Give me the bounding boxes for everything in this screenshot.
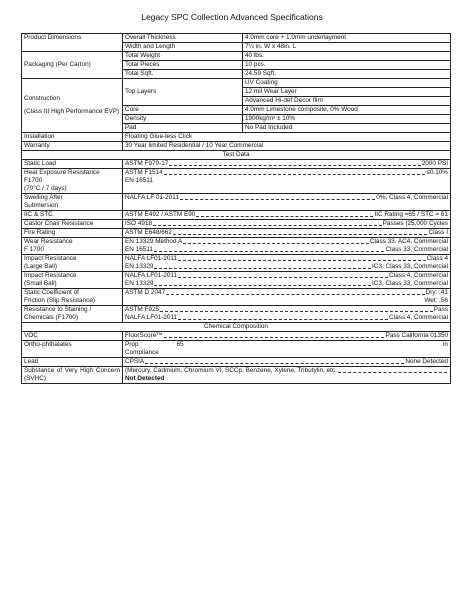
label-line: Impact Resistance <box>24 255 77 262</box>
chem-value-svhc <box>123 367 451 384</box>
chem-label-svhc: Substance of Very High Concern (SVHC) <box>22 367 123 384</box>
test-value-static-load <box>123 160 451 169</box>
test-value-iic <box>123 211 451 220</box>
test-label-iic: IIC & STC <box>22 211 123 220</box>
attr-total-pieces: Total Pieces <box>123 61 243 70</box>
test-result-secondary: Wet: .56 <box>424 297 448 304</box>
value-width-length: 7¼ in. W x 48in. L <box>243 43 451 52</box>
attr-core: Core <box>123 106 243 115</box>
table-row <box>22 332 451 341</box>
table-row <box>22 306 451 323</box>
test-result: ≤0.10% <box>426 169 448 176</box>
chem-value-lead <box>123 358 451 367</box>
table-row <box>22 160 451 169</box>
spec-table <box>21 33 451 384</box>
value-total-pieces: 10 pcs. <box>243 61 451 70</box>
table-row <box>22 194 451 211</box>
test-value-impact-small <box>123 272 451 289</box>
test-result: Dry: .41 <box>425 289 448 296</box>
table-row <box>22 229 451 238</box>
test-value-wear <box>123 238 451 255</box>
construction-label: Construction <box>24 95 60 102</box>
attr-total-sqft: Total Sqft. <box>123 70 243 79</box>
test-method: CPSIA <box>125 358 145 365</box>
test-result-secondary: Class 33, Commercial <box>385 246 448 253</box>
value-wear-layer: 12 mil Wear Layer <box>243 88 451 97</box>
test-value-castor <box>123 220 451 229</box>
test-result: Passes (25,000 Cycles <box>382 220 448 227</box>
label-line: Friction (Slip Resistance) <box>24 297 96 304</box>
table-row <box>22 220 451 229</box>
value-uv-coating: UV Coating <box>243 79 451 88</box>
label-line: (Large Ball) <box>24 263 58 270</box>
test-result-secondary: Class 4, Commercial <box>389 314 448 321</box>
test-value-swelling <box>123 194 451 211</box>
test-method: ASTM F925 <box>125 306 160 313</box>
test-value-impact-large <box>123 255 451 272</box>
test-value-heat <box>123 169 451 194</box>
label-line: Heat Exposure Resistance <box>24 169 100 176</box>
svhc-result: Not Detected <box>125 375 165 382</box>
value-overall-thickness: 4.0mm core + 1.0mm underlayment <box>243 34 451 43</box>
value-core: 4.0mm Limestone composite, 0% Wood <box>243 106 451 115</box>
row-label-warranty: Warranty <box>22 142 123 151</box>
chem-value-voc <box>123 332 451 341</box>
table-row <box>22 169 451 194</box>
test-result: Class I <box>428 229 448 236</box>
test-method: ASTM E492 / ASTM E90 <box>125 211 196 218</box>
test-result: 2000 PSI <box>421 160 448 167</box>
test-label-static-load: Static Load <box>22 160 123 169</box>
value-warranty: 30 Year limited Residential / 10 Year Commercial <box>123 142 451 151</box>
test-label-wear <box>22 238 123 255</box>
test-method: ASTM F1514 <box>125 169 163 176</box>
test-method: ASTM D 2047 <box>125 289 166 296</box>
test-value-friction <box>123 289 451 306</box>
test-result: Class 4, Commercial <box>389 272 448 279</box>
test-method-secondary: EN 16511 <box>125 246 153 253</box>
chem-label-lead: Lead <box>22 358 123 367</box>
section-header-row <box>22 151 451 160</box>
value-decor-film: Advanced Hi-def Decor film <box>243 97 451 106</box>
test-method-secondary: NALFA LF01-2011 <box>125 314 178 321</box>
attr-pad: Pad <box>123 124 243 133</box>
table-row <box>22 272 451 289</box>
section-header-chemical-composition: Chemical Composition <box>22 323 451 332</box>
test-method: FloorScore™ <box>125 332 163 339</box>
test-value-fire <box>123 229 451 238</box>
test-method-secondary: EN 13329 <box>125 263 154 270</box>
label-line: F1700 <box>24 177 43 184</box>
ortho-text-65: 65 <box>176 341 184 348</box>
table-row <box>22 211 451 220</box>
test-result: Class 4 <box>426 255 448 262</box>
test-label-heat <box>22 169 123 194</box>
row-label-construction <box>22 79 123 133</box>
label-line: Impact Resistance <box>24 272 77 279</box>
label-line: Resistance to Staining / <box>24 306 92 313</box>
table-row <box>22 255 451 272</box>
attr-width-length: Width and Length <box>123 43 243 52</box>
value-density: 1900kg/m³ ± 10% <box>243 115 451 124</box>
test-result: None Detected <box>405 358 448 365</box>
test-label-staining <box>22 306 123 323</box>
document-title: Legacy SPC Collection Advanced Specifications <box>141 12 323 22</box>
test-label-swelling <box>22 194 123 211</box>
label-line: Submersion <box>24 202 59 209</box>
ortho-text-in: In <box>442 341 448 348</box>
table-row <box>22 289 451 306</box>
value-installation: Floating Glue-less Click <box>123 133 451 142</box>
label-line: Chemicals (F1700) <box>24 314 78 321</box>
table-row <box>22 358 451 367</box>
test-method: NALFA LF01-2011 <box>125 272 178 279</box>
table-row <box>22 341 451 358</box>
value-total-weight: 40 lbs. <box>243 52 451 61</box>
table-row <box>22 238 451 255</box>
table-row <box>22 133 451 142</box>
test-method: ISO 4918 <box>125 220 153 227</box>
test-label-friction <box>22 289 123 306</box>
test-method: ASTM F970-17 <box>125 160 169 167</box>
section-header-test-data: Test Data <box>22 151 451 160</box>
table-row <box>22 367 451 384</box>
test-result-secondary: IC3, Class 33, Commercial <box>372 280 448 287</box>
chem-value-ortho <box>123 341 451 358</box>
svhc-substances: (Mercury, Cadmium, Chromium VI, SCCp, Benzene, Xylene, Tributylin, etc. <box>125 367 337 374</box>
test-result: Pass <box>433 306 448 313</box>
test-method-secondary: EN 16511 <box>125 177 153 184</box>
value-total-sqft: 24.59 Sqft. <box>243 70 451 79</box>
test-label-impact-large <box>22 255 123 272</box>
attr-overall-thickness: Overall Thickness <box>123 34 243 43</box>
row-label-product-dimensions: Product Dimensions <box>22 34 123 52</box>
section-header-row <box>22 323 451 332</box>
test-result: Pass California 01350 <box>385 332 448 339</box>
test-label-fire: Fire Rating <box>22 229 123 238</box>
test-method: NALFA LF01-2011 <box>125 255 178 262</box>
label-line: (Small Ball) <box>24 280 57 287</box>
chem-label-voc: VOC <box>22 332 123 341</box>
test-result-secondary: IC3, Class 33, Commercial <box>372 263 448 270</box>
test-label-impact-small <box>22 272 123 289</box>
attr-top-layers: Top Layers <box>123 79 243 106</box>
table-row <box>22 142 451 151</box>
row-label-installation: Installation <box>22 133 123 142</box>
test-result: IIC Rating =65 / STC = 61 <box>374 211 448 218</box>
test-result: Class 33, AC4, Commercial <box>369 238 448 245</box>
attr-total-weight: Total Weight <box>123 52 243 61</box>
ortho-text-prop: Prop <box>125 341 139 348</box>
test-result: 0%, Class 4, Commercial <box>376 194 448 201</box>
label-line: Wear Resistance <box>24 238 73 245</box>
row-label-packaging: Packaging (Per Carton) <box>22 52 123 79</box>
ortho-text-compliance: Compliance <box>125 349 159 356</box>
test-method: NALFA LF 01-2011 <box>125 194 179 201</box>
test-method: ASTM E648/662 <box>125 229 172 236</box>
test-label-castor: Castor Chair Resistance <box>22 220 123 229</box>
label-line: Static Coefficient of <box>24 289 79 296</box>
value-pad: No Pad Included <box>243 124 451 133</box>
table-row <box>22 79 451 88</box>
label-line: (70°C / 7 days) <box>24 185 67 192</box>
test-method-secondary: EN 13329 <box>125 280 154 287</box>
table-row <box>22 34 451 43</box>
construction-class: (Class III High Performance EVP) <box>24 108 120 115</box>
table-row <box>22 52 451 61</box>
test-value-staining <box>123 306 451 323</box>
label-line: F 1700 <box>24 246 44 253</box>
attr-density: Density <box>123 115 243 124</box>
test-method: EN 13329 Method A <box>125 238 183 245</box>
label-line: Swelling After <box>24 194 63 201</box>
chem-label-ortho: Ortho-phthalates <box>22 341 123 358</box>
